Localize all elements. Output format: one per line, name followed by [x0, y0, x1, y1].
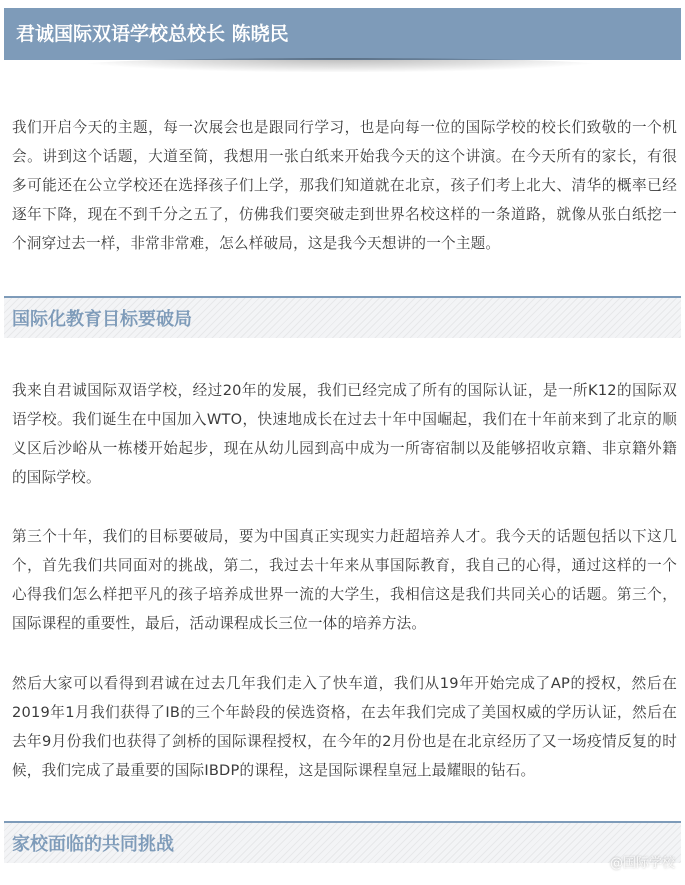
milestones-paragraph: 然后大家可以看得到君诚在过去几年我们走入了快车道，我们从19年开始完成了AP的授权，然后在2019年1月我们获得了IB的三个年龄段的侯选资格，在去年我们完成了美国权威的学历认证，然后在去年9月份我们也获得了剑桥的国际课程授权，在今年的2月份也是在北京经历了又一场疫情反复的时候，我们完成了最重要的国际IBDP的课程，这是国际课程皇冠上最耀眼的钻石。 [12, 675, 677, 779]
section-header-goal [4, 296, 681, 338]
watermark: @国际学校 [609, 856, 675, 871]
topics-paragraph: 第三个十年，我们的目标要破局，要为中国真正实现实力赶超培养人才。我今天的话题包括以下这几个，首先我们共同面对的挑战，第二，我过去十年来从事国际教育，我自己的心得，通过这样的一个心得我们怎么样把平凡的孩子培养成世界一流的大学生，我相信这是我们共同关心的话题。第三个，国际课程的重要性，最后，活动课程成长三位一体的培养方法。 [12, 528, 677, 632]
school-intro-paragraph: 我来自君诚国际双语学校，经过20年的发展，我们已经完成了所有的国际认证，是一所K12的国际双语学校。我们诞生在中国加入WTO，快速地成长在过去十年中国崛起，我们在十年前来到了北京的顺义区后沙峪从一栋楼开始起步，现在从幼儿园到高中成为一所寄宿制以及能够招收京籍、非京籍外籍的国际学校。 [12, 382, 677, 486]
section-title: 国际化教育目标要破局 [12, 309, 192, 330]
banner-shadow [80, 58, 600, 72]
intro-paragraph: 我们开启今天的主题，每一次展会也是跟同行学习，也是向每一位的国际学校的校长们致敬的一个机会。讲到这个话题，大道至简，我想用一张白纸来开始我今天的这个讲演。在今天所有的家长，有很多可能还在公立学校还在选择孩子们上学，那我们知道就在北京，孩子们考上北大、清华的概率已经逐年下降，现在不到千分之五了，仿佛我们要突破走到世界名校这样的一条道路，就像从张白纸挖一个洞穿过去一样，非常非常难，怎么样破局，这是我今天想讲的一个主题。 [12, 119, 677, 252]
header-title: 君诚国际双语学校总校长 陈晓民 [16, 23, 289, 45]
section-title: 家校面临的共同挑战 [12, 834, 174, 855]
header-banner [4, 8, 681, 60]
section-header-challenge [4, 821, 681, 863]
